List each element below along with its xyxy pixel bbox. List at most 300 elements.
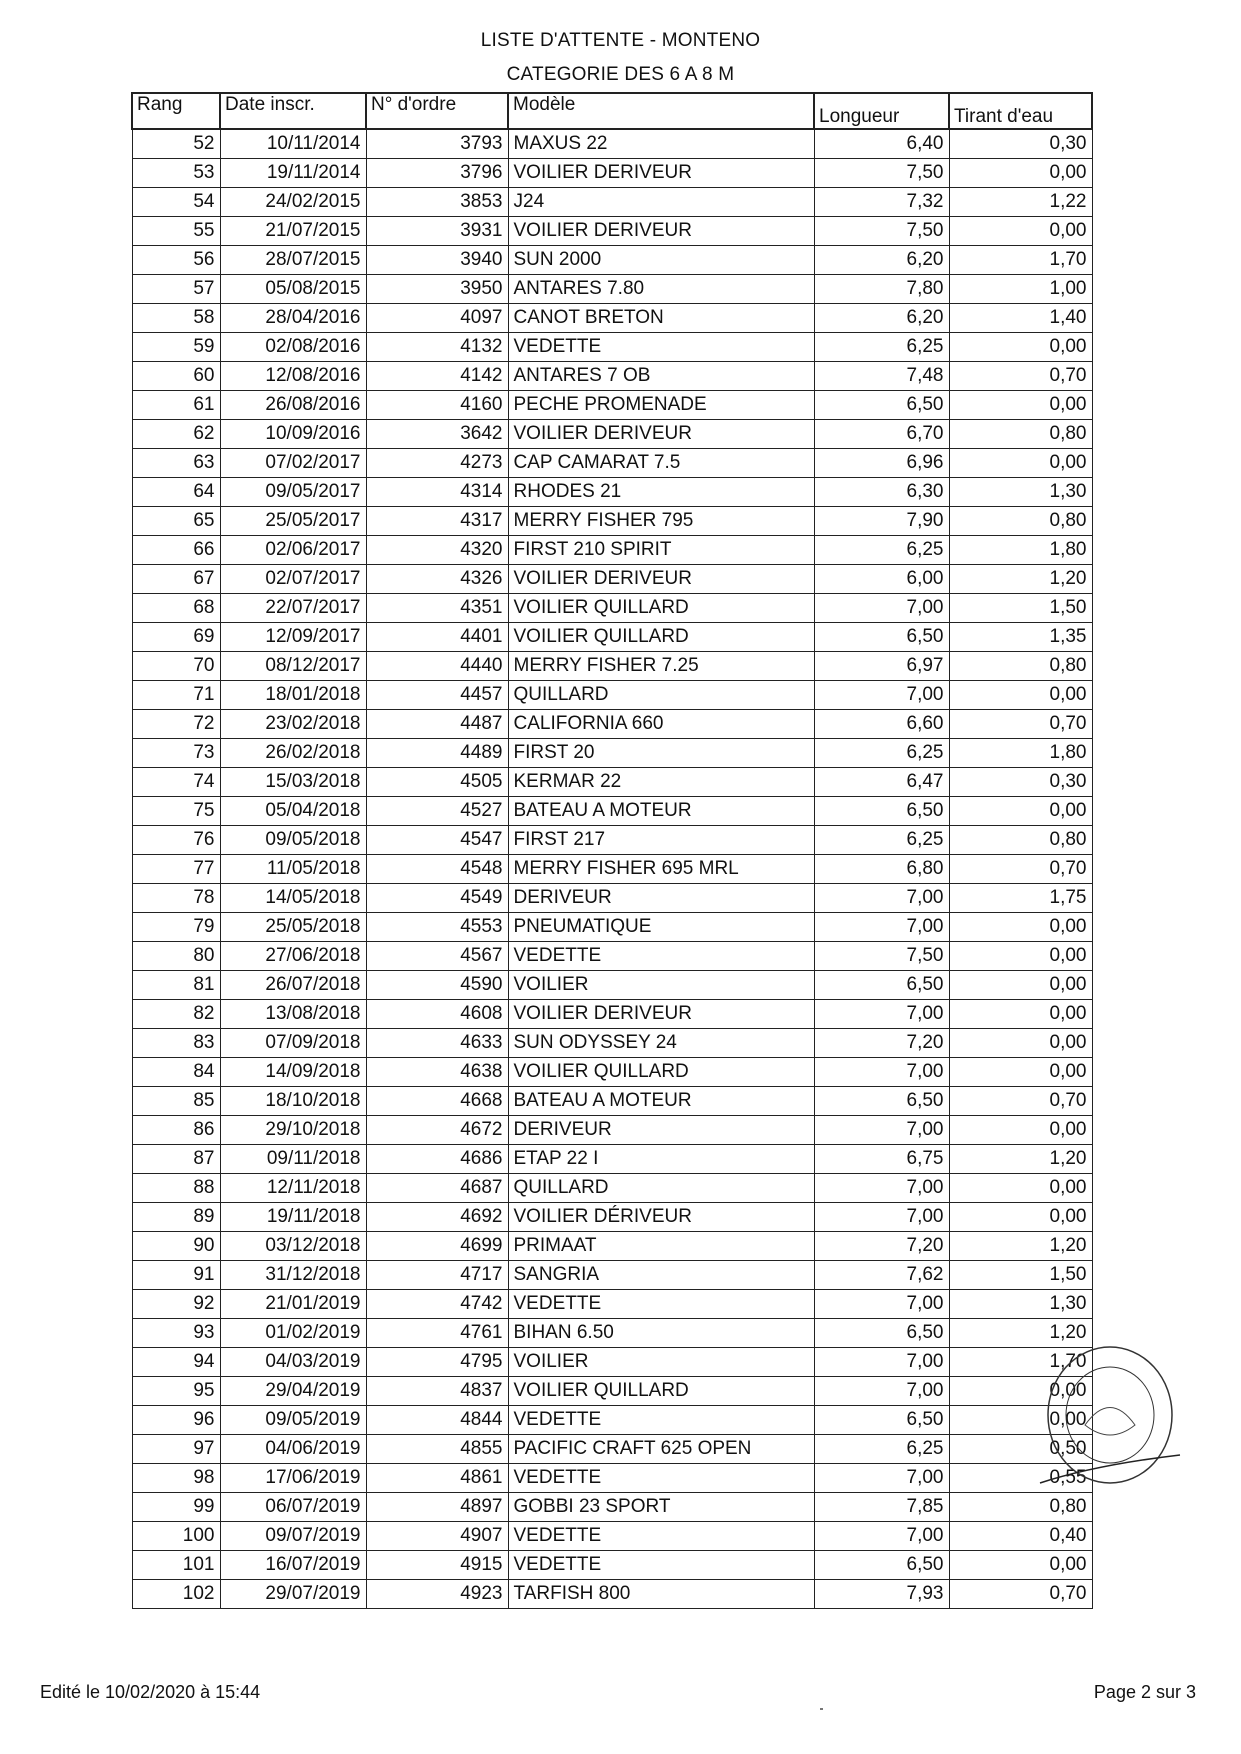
cell-longueur: 6,50	[814, 391, 949, 420]
table-row	[132, 420, 1092, 449]
cell-modele: VEDETTE	[508, 1551, 814, 1580]
cell-date: 10/11/2014	[220, 129, 366, 159]
document-subtitle: CATEGORIE DES 6 A 8 M	[506, 64, 735, 85]
cell-longueur: 7,00	[814, 1290, 949, 1319]
cell-modele: CAP CAMARAT 7.5	[508, 449, 814, 478]
cell-longueur: 6,50	[814, 1087, 949, 1116]
cell-date: 28/04/2016	[220, 304, 366, 333]
cell-longueur: 7,20	[814, 1029, 949, 1058]
cell-date: 23/02/2018	[220, 710, 366, 739]
cell-longueur: 6,70	[814, 420, 949, 449]
table-row	[132, 304, 1092, 333]
cell-longueur: 7,00	[814, 1348, 949, 1377]
table-row	[132, 507, 1092, 536]
cell-modele: VOILIER QUILLARD	[508, 1377, 814, 1406]
column-header-modele: Modèle	[508, 93, 814, 129]
cell-tirant: 0,80	[949, 507, 1092, 536]
document-title: LISTE D'ATTENTE - MONTENO	[480, 30, 761, 51]
cell-rang: 64	[132, 478, 220, 507]
cell-tirant: 1,20	[949, 565, 1092, 594]
cell-ordre: 3796	[366, 159, 508, 188]
table-row	[132, 1348, 1092, 1377]
column-header-tirant: Tirant d'eau	[949, 93, 1092, 129]
cell-date: 09/11/2018	[220, 1145, 366, 1174]
cell-ordre: 4553	[366, 913, 508, 942]
table-row	[132, 1116, 1092, 1145]
cell-ordre: 4907	[366, 1522, 508, 1551]
cell-longueur: 6,00	[814, 565, 949, 594]
cell-rang: 65	[132, 507, 220, 536]
table-row	[132, 1551, 1092, 1580]
cell-date: 04/06/2019	[220, 1435, 366, 1464]
cell-rang: 63	[132, 449, 220, 478]
cell-tirant: 1,40	[949, 304, 1092, 333]
cell-tirant: 0,00	[949, 1174, 1092, 1203]
cell-date: 24/02/2015	[220, 188, 366, 217]
cell-modele: BATEAU A MOTEUR	[508, 1087, 814, 1116]
cell-ordre: 4897	[366, 1493, 508, 1522]
cell-ordre: 4160	[366, 391, 508, 420]
table-row	[132, 1290, 1092, 1319]
cell-tirant: 1,80	[949, 536, 1092, 565]
table-row	[132, 942, 1092, 971]
cell-date: 17/06/2019	[220, 1464, 366, 1493]
cell-tirant: 0,00	[949, 681, 1092, 710]
table-row	[132, 1377, 1092, 1406]
cell-longueur: 7,20	[814, 1232, 949, 1261]
cell-date: 29/07/2019	[220, 1580, 366, 1609]
cell-ordre: 4795	[366, 1348, 508, 1377]
cell-modele: ANTARES 7 OB	[508, 362, 814, 391]
cell-tirant: 1,50	[949, 594, 1092, 623]
cell-modele: DERIVEUR	[508, 884, 814, 913]
table-row	[132, 1580, 1092, 1609]
table-row	[132, 536, 1092, 565]
cell-modele: VEDETTE	[508, 1290, 814, 1319]
cell-rang: 102	[132, 1580, 220, 1609]
cell-ordre: 4692	[366, 1203, 508, 1232]
table-row	[132, 855, 1092, 884]
cell-longueur: 7,90	[814, 507, 949, 536]
cell-longueur: 6,96	[814, 449, 949, 478]
cell-tirant: 0,00	[949, 449, 1092, 478]
cell-modele: VEDETTE	[508, 942, 814, 971]
cell-modele: QUILLARD	[508, 681, 814, 710]
cell-ordre: 4505	[366, 768, 508, 797]
cell-rang: 72	[132, 710, 220, 739]
cell-ordre: 4923	[366, 1580, 508, 1609]
cell-rang: 90	[132, 1232, 220, 1261]
cell-longueur: 6,50	[814, 797, 949, 826]
cell-tirant: 0,70	[949, 1580, 1092, 1609]
cell-longueur: 6,50	[814, 971, 949, 1000]
table-row	[132, 1261, 1092, 1290]
table-row	[132, 1058, 1092, 1087]
cell-longueur: 7,50	[814, 942, 949, 971]
cell-date: 02/06/2017	[220, 536, 366, 565]
cell-modele: MAXUS 22	[508, 129, 814, 159]
cell-rang: 58	[132, 304, 220, 333]
cell-modele: PRIMAAT	[508, 1232, 814, 1261]
cell-longueur: 7,00	[814, 913, 949, 942]
cell-ordre: 4132	[366, 333, 508, 362]
table-row	[132, 1232, 1092, 1261]
cell-modele: VOILIER DERIVEUR	[508, 420, 814, 449]
cell-modele: ETAP 22 I	[508, 1145, 814, 1174]
cell-tirant: 0,00	[949, 159, 1092, 188]
cell-ordre: 4638	[366, 1058, 508, 1087]
cell-tirant: 0,70	[949, 710, 1092, 739]
cell-rang: 78	[132, 884, 220, 913]
cell-longueur: 7,00	[814, 1174, 949, 1203]
table-row	[132, 275, 1092, 304]
table-row	[132, 913, 1092, 942]
cell-date: 10/09/2016	[220, 420, 366, 449]
cell-date: 26/08/2016	[220, 391, 366, 420]
cell-tirant: 0,00	[949, 1377, 1092, 1406]
cell-rang: 69	[132, 623, 220, 652]
cell-modele: VOILIER DERIVEUR	[508, 217, 814, 246]
cell-rang: 100	[132, 1522, 220, 1551]
cell-longueur: 6,25	[814, 739, 949, 768]
cell-date: 31/12/2018	[220, 1261, 366, 1290]
cell-rang: 91	[132, 1261, 220, 1290]
cell-date: 29/04/2019	[220, 1377, 366, 1406]
cell-rang: 92	[132, 1290, 220, 1319]
cell-rang: 85	[132, 1087, 220, 1116]
cell-modele: FIRST 210 SPIRIT	[508, 536, 814, 565]
cell-ordre: 4717	[366, 1261, 508, 1290]
cell-date: 15/03/2018	[220, 768, 366, 797]
cell-ordre: 4440	[366, 652, 508, 681]
table-row	[132, 652, 1092, 681]
cell-rang: 70	[132, 652, 220, 681]
cell-date: 08/12/2017	[220, 652, 366, 681]
cell-ordre: 4401	[366, 623, 508, 652]
scan-speck	[820, 1708, 823, 1710]
cell-modele: SUN ODYSSEY 24	[508, 1029, 814, 1058]
cell-longueur: 7,85	[814, 1493, 949, 1522]
table-row	[132, 449, 1092, 478]
cell-ordre: 4861	[366, 1464, 508, 1493]
cell-tirant: 0,00	[949, 1203, 1092, 1232]
cell-ordre: 4320	[366, 536, 508, 565]
cell-tirant: 0,30	[949, 768, 1092, 797]
cell-longueur: 6,60	[814, 710, 949, 739]
cell-ordre: 3853	[366, 188, 508, 217]
cell-ordre: 4547	[366, 826, 508, 855]
cell-modele: VOILIER DÉRIVEUR	[508, 1203, 814, 1232]
cell-date: 05/08/2015	[220, 275, 366, 304]
cell-ordre: 4567	[366, 942, 508, 971]
cell-tirant: 0,00	[949, 1551, 1092, 1580]
cell-rang: 62	[132, 420, 220, 449]
cell-longueur: 6,20	[814, 246, 949, 275]
cell-ordre: 4317	[366, 507, 508, 536]
table-row	[132, 710, 1092, 739]
cell-rang: 71	[132, 681, 220, 710]
cell-ordre: 3642	[366, 420, 508, 449]
waiting-list-table	[131, 92, 1093, 1609]
cell-longueur: 7,50	[814, 159, 949, 188]
cell-ordre: 4527	[366, 797, 508, 826]
cell-modele: VOILIER	[508, 971, 814, 1000]
edited-timestamp: Edité le 10/02/2020 à 15:44	[40, 1682, 261, 1702]
cell-ordre: 4687	[366, 1174, 508, 1203]
table-row	[132, 1435, 1092, 1464]
cell-tirant: 1,80	[949, 739, 1092, 768]
cell-modele: BIHAN 6.50	[508, 1319, 814, 1348]
table-row	[132, 129, 1092, 159]
cell-date: 14/09/2018	[220, 1058, 366, 1087]
table-row	[132, 217, 1092, 246]
cell-modele: CANOT BRETON	[508, 304, 814, 333]
table-row	[132, 739, 1092, 768]
cell-tirant: 0,40	[949, 1522, 1092, 1551]
cell-modele: VOILIER QUILLARD	[508, 623, 814, 652]
cell-ordre: 3940	[366, 246, 508, 275]
cell-rang: 68	[132, 594, 220, 623]
cell-rang: 54	[132, 188, 220, 217]
cell-date: 18/01/2018	[220, 681, 366, 710]
cell-longueur: 7,32	[814, 188, 949, 217]
cell-date: 11/05/2018	[220, 855, 366, 884]
table-row	[132, 826, 1092, 855]
table-row	[132, 159, 1092, 188]
cell-tirant: 1,30	[949, 1290, 1092, 1319]
cell-tirant: 0,00	[949, 1000, 1092, 1029]
cell-date: 12/09/2017	[220, 623, 366, 652]
cell-tirant: 0,00	[949, 1058, 1092, 1087]
cell-tirant: 0,00	[949, 971, 1092, 1000]
table-row	[132, 362, 1092, 391]
cell-rang: 74	[132, 768, 220, 797]
cell-rang: 75	[132, 797, 220, 826]
cell-longueur: 6,50	[814, 1406, 949, 1435]
cell-ordre: 4273	[366, 449, 508, 478]
cell-modele: KERMAR 22	[508, 768, 814, 797]
cell-rang: 97	[132, 1435, 220, 1464]
cell-modele: DERIVEUR	[508, 1116, 814, 1145]
cell-date: 26/02/2018	[220, 739, 366, 768]
cell-rang: 99	[132, 1493, 220, 1522]
cell-tirant: 0,00	[949, 1406, 1092, 1435]
table-row	[132, 594, 1092, 623]
cell-modele: GOBBI 23 SPORT	[508, 1493, 814, 1522]
cell-date: 16/07/2019	[220, 1551, 366, 1580]
cell-tirant: 0,80	[949, 420, 1092, 449]
table-row	[132, 884, 1092, 913]
table-row	[132, 565, 1092, 594]
cell-ordre: 3793	[366, 129, 508, 159]
cell-modele: VEDETTE	[508, 1522, 814, 1551]
cell-ordre: 4855	[366, 1435, 508, 1464]
cell-tirant: 1,35	[949, 623, 1092, 652]
cell-rang: 88	[132, 1174, 220, 1203]
cell-tirant: 0,00	[949, 1116, 1092, 1145]
cell-ordre: 3931	[366, 217, 508, 246]
cell-longueur: 7,62	[814, 1261, 949, 1290]
table-row	[132, 1319, 1092, 1348]
cell-rang: 52	[132, 129, 220, 159]
cell-date: 02/08/2016	[220, 333, 366, 362]
cell-longueur: 6,50	[814, 1551, 949, 1580]
cell-tirant: 1,50	[949, 1261, 1092, 1290]
cell-tirant: 0,00	[949, 797, 1092, 826]
cell-date: 06/07/2019	[220, 1493, 366, 1522]
cell-rang: 55	[132, 217, 220, 246]
table-row	[132, 188, 1092, 217]
table-header-row	[132, 93, 1092, 129]
cell-date: 02/07/2017	[220, 565, 366, 594]
cell-rang: 67	[132, 565, 220, 594]
cell-modele: QUILLARD	[508, 1174, 814, 1203]
cell-longueur: 7,80	[814, 275, 949, 304]
cell-rang: 96	[132, 1406, 220, 1435]
table-row	[132, 246, 1092, 275]
cell-ordre: 4837	[366, 1377, 508, 1406]
cell-modele: SUN 2000	[508, 246, 814, 275]
cell-rang: 89	[132, 1203, 220, 1232]
cell-longueur: 7,00	[814, 1377, 949, 1406]
cell-tirant: 1,70	[949, 246, 1092, 275]
cell-modele: VEDETTE	[508, 1406, 814, 1435]
cell-modele: VEDETTE	[508, 333, 814, 362]
table-row	[132, 1522, 1092, 1551]
cell-date: 12/08/2016	[220, 362, 366, 391]
cell-tirant: 1,30	[949, 478, 1092, 507]
cell-date: 07/02/2017	[220, 449, 366, 478]
cell-longueur: 6,20	[814, 304, 949, 333]
cell-modele: VOILIER QUILLARD	[508, 1058, 814, 1087]
cell-ordre: 4699	[366, 1232, 508, 1261]
cell-date: 12/11/2018	[220, 1174, 366, 1203]
cell-modele: BATEAU A MOTEUR	[508, 797, 814, 826]
cell-rang: 59	[132, 333, 220, 362]
cell-modele: FIRST 20	[508, 739, 814, 768]
table-row	[132, 1145, 1092, 1174]
cell-longueur: 7,00	[814, 1464, 949, 1493]
cell-tirant: 0,00	[949, 391, 1092, 420]
cell-date: 22/07/2017	[220, 594, 366, 623]
cell-longueur: 7,00	[814, 594, 949, 623]
cell-longueur: 7,93	[814, 1580, 949, 1609]
table-row	[132, 681, 1092, 710]
cell-tirant: 0,80	[949, 826, 1092, 855]
cell-rang: 61	[132, 391, 220, 420]
cell-longueur: 7,00	[814, 1058, 949, 1087]
cell-date: 13/08/2018	[220, 1000, 366, 1029]
cell-date: 29/10/2018	[220, 1116, 366, 1145]
cell-ordre: 4668	[366, 1087, 508, 1116]
cell-tirant: 0,70	[949, 855, 1092, 884]
table-row	[132, 797, 1092, 826]
table-row	[132, 1493, 1092, 1522]
column-header-ordre: N° d'ordre	[366, 93, 508, 129]
cell-rang: 94	[132, 1348, 220, 1377]
cell-ordre: 4142	[366, 362, 508, 391]
cell-modele: TARFISH 800	[508, 1580, 814, 1609]
cell-tirant: 0,00	[949, 913, 1092, 942]
cell-tirant: 1,70	[949, 1348, 1092, 1377]
cell-date: 19/11/2018	[220, 1203, 366, 1232]
cell-rang: 98	[132, 1464, 220, 1493]
cell-modele: MERRY FISHER 7.25	[508, 652, 814, 681]
cell-ordre: 4457	[366, 681, 508, 710]
table-row	[132, 623, 1092, 652]
cell-ordre: 4590	[366, 971, 508, 1000]
cell-rang: 73	[132, 739, 220, 768]
cell-tirant: 1,22	[949, 188, 1092, 217]
cell-tirant: 0,80	[949, 652, 1092, 681]
table-row	[132, 971, 1092, 1000]
cell-longueur: 7,00	[814, 681, 949, 710]
cell-rang: 101	[132, 1551, 220, 1580]
cell-date: 21/07/2015	[220, 217, 366, 246]
cell-date: 09/07/2019	[220, 1522, 366, 1551]
cell-longueur: 7,00	[814, 1522, 949, 1551]
cell-date: 09/05/2017	[220, 478, 366, 507]
cell-date: 27/06/2018	[220, 942, 366, 971]
cell-rang: 84	[132, 1058, 220, 1087]
cell-longueur: 7,00	[814, 1203, 949, 1232]
cell-ordre: 4097	[366, 304, 508, 333]
cell-date: 05/04/2018	[220, 797, 366, 826]
cell-tirant: 1,00	[949, 275, 1092, 304]
official-stamp	[1035, 1335, 1185, 1495]
cell-ordre: 4549	[366, 884, 508, 913]
cell-ordre: 3950	[366, 275, 508, 304]
table-row	[132, 1087, 1092, 1116]
cell-tirant: 0,00	[949, 217, 1092, 246]
cell-date: 26/07/2018	[220, 971, 366, 1000]
cell-rang: 79	[132, 913, 220, 942]
cell-date: 25/05/2017	[220, 507, 366, 536]
cell-tirant: 0,00	[949, 333, 1092, 362]
cell-longueur: 6,25	[814, 1435, 949, 1464]
column-header-rang: Rang	[132, 93, 220, 129]
cell-longueur: 7,48	[814, 362, 949, 391]
cell-rang: 57	[132, 275, 220, 304]
cell-longueur: 7,50	[814, 217, 949, 246]
cell-ordre: 4915	[366, 1551, 508, 1580]
cell-modele: VOILIER DERIVEUR	[508, 1000, 814, 1029]
cell-date: 09/05/2019	[220, 1406, 366, 1435]
cell-ordre: 4487	[366, 710, 508, 739]
cell-modele: VOILIER	[508, 1348, 814, 1377]
cell-ordre: 4548	[366, 855, 508, 884]
cell-longueur: 6,50	[814, 623, 949, 652]
cell-rang: 82	[132, 1000, 220, 1029]
table-row	[132, 1203, 1092, 1232]
cell-date: 07/09/2018	[220, 1029, 366, 1058]
cell-tirant: 1,75	[949, 884, 1092, 913]
cell-longueur: 7,00	[814, 1000, 949, 1029]
cell-date: 01/02/2019	[220, 1319, 366, 1348]
cell-longueur: 6,97	[814, 652, 949, 681]
table-row	[132, 1000, 1092, 1029]
cell-longueur: 6,25	[814, 333, 949, 362]
cell-modele: VOILIER DERIVEUR	[508, 159, 814, 188]
cell-longueur: 7,00	[814, 884, 949, 913]
cell-modele: RHODES 21	[508, 478, 814, 507]
cell-tirant: 1,20	[949, 1232, 1092, 1261]
cell-longueur: 6,25	[814, 826, 949, 855]
cell-date: 14/05/2018	[220, 884, 366, 913]
cell-tirant: 1,20	[949, 1319, 1092, 1348]
cell-ordre: 4844	[366, 1406, 508, 1435]
cell-rang: 60	[132, 362, 220, 391]
